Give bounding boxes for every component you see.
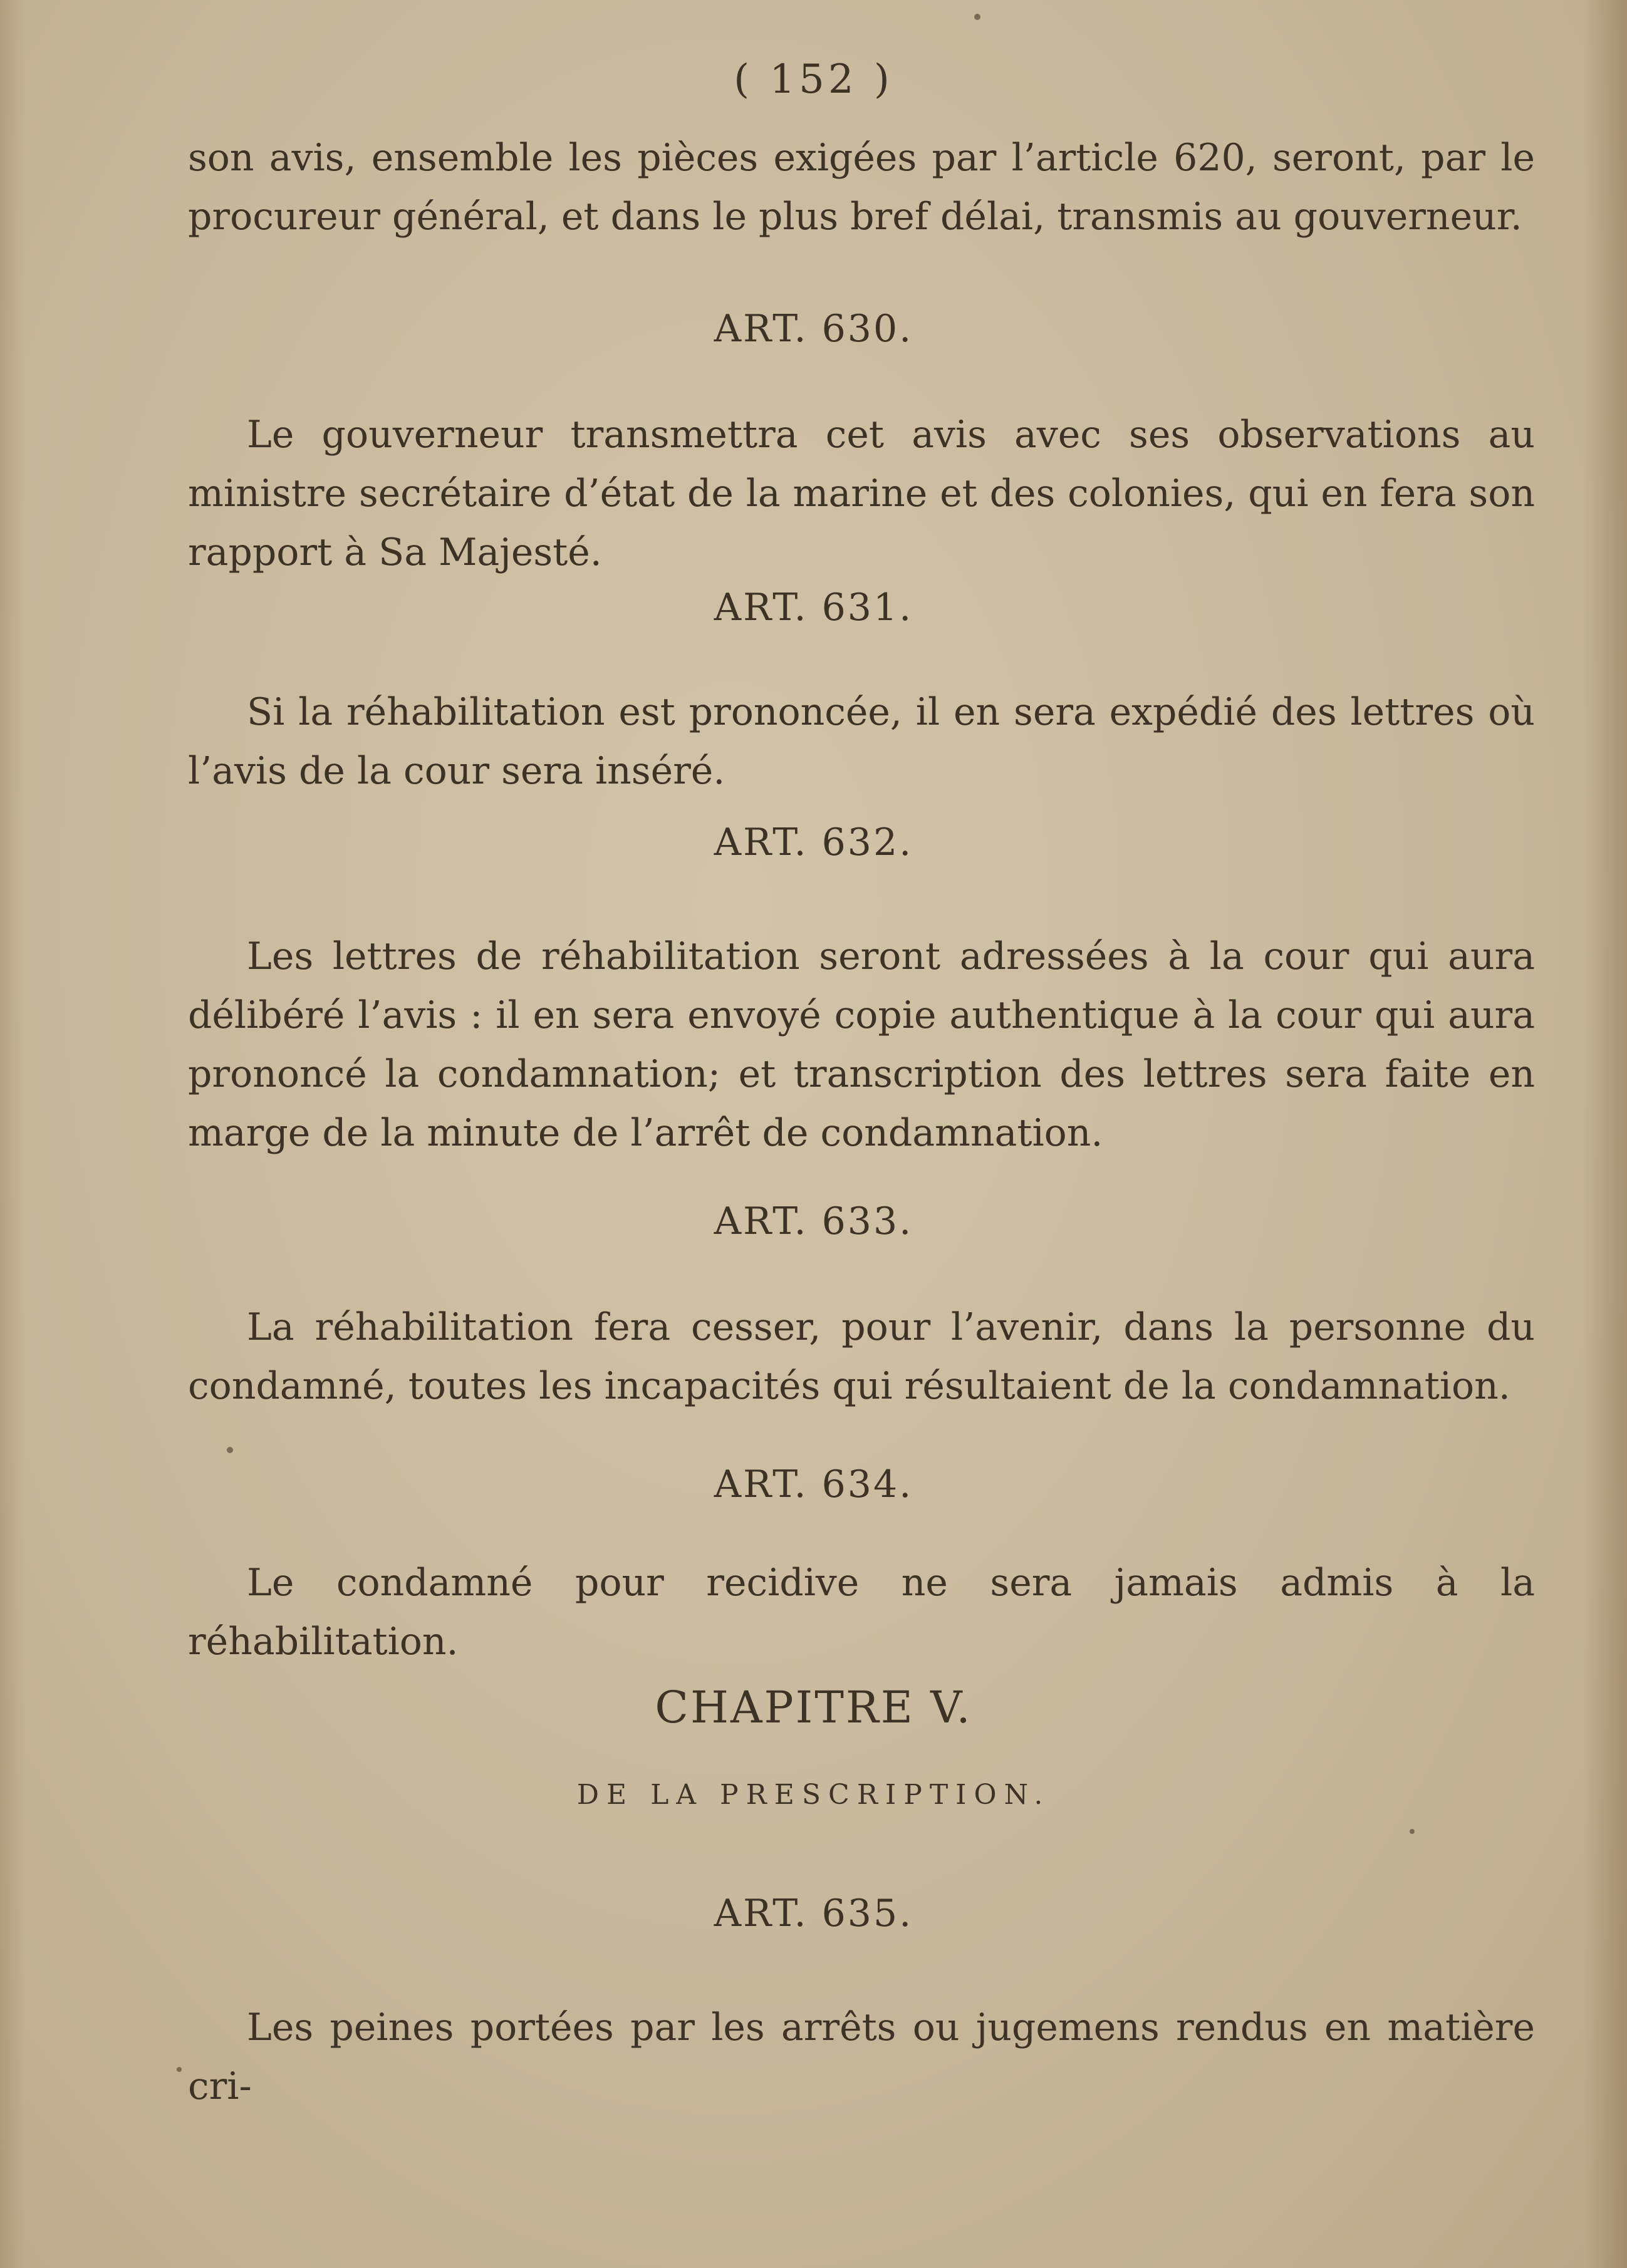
article-heading-634: ART. 634.: [714, 1463, 913, 1506]
paragraph-article-631: Si la réhabilitation est prononcée, il en sera expédié des lettres où l’avis de la cour sera inséré.: [188, 690, 1535, 793]
article-heading-635: ART. 635.: [714, 1892, 913, 1935]
paragraph-article-633: La réhabilitation fera cesser, pour l’avenir, dans la personne du condamné, toutes les incapacités qui résultaient de la condamnation.: [188, 1305, 1535, 1408]
paragraph-article-635: Les peines portées par les arrêts ou jugemens rendus en matière cri-: [188, 2006, 1535, 2108]
chapter-title: CHAPITRE V.: [655, 1682, 972, 1733]
paragraph-article-632: Les lettres de réhabilitation seront adressées à la cour qui aura délibéré l’avis : il en sera envoyé copie authentique à la cour qui aura prononcé la condamnation; et transcription des lettres sera faite en marge de la minute de l’arrêt de condamnation.: [188, 935, 1535, 1155]
chapter-subtitle: DE LA PRESCRIPTION.: [576, 1779, 1051, 1811]
paragraph-continuation: son avis, ensemble les pièces exigées par l’article 620, seront, par le procureur général, et dans le plus bref délai, transmis au gouverneur.: [188, 136, 1535, 239]
article-heading-632: ART. 632.: [714, 821, 913, 864]
ink-speck: [1410, 1829, 1415, 1834]
paragraph-article-634: Le condamné pour recidive ne sera jamais admis à la réhabilitation.: [188, 1561, 1535, 1664]
ink-speck: [974, 14, 980, 20]
article-heading-633: ART. 633.: [714, 1199, 913, 1243]
ink-speck: [177, 2067, 182, 2072]
article-heading-630: ART. 630.: [714, 307, 913, 351]
article-heading-631: ART. 631.: [714, 586, 913, 629]
page-number: ( 152 ): [734, 56, 893, 103]
paragraph-article-630: Le gouverneur transmettra cet avis avec ses observations au ministre secrétaire d’état de la marine et des colonies, qui en fera son rapport à Sa Majesté.: [188, 413, 1535, 574]
ink-speck: [227, 1447, 233, 1453]
